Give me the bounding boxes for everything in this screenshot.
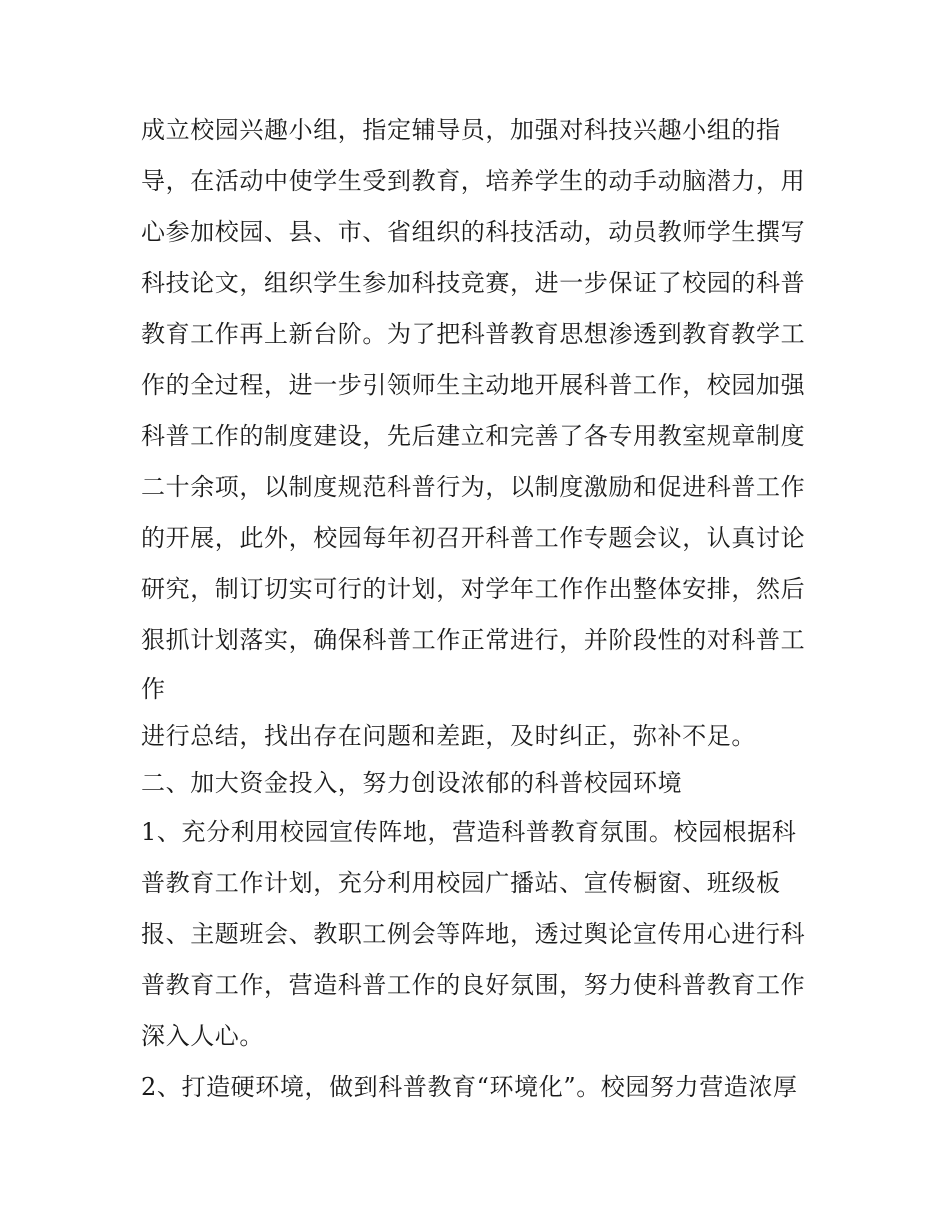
text-line: 成立校园兴趣小组，指定辅导员，加强对科技兴趣小组的指	[141, 116, 781, 144]
text-line: 二十余项，以制度规范科普行为，以制度激励和促进科普工作	[141, 473, 806, 501]
text-line: 深入人心。	[141, 1022, 264, 1050]
text-line: 1、充分利用校园宣传阵地，营造科普教育氛围。校园根据科	[141, 818, 797, 846]
text-line: 2、打造硬环境，做到科普教育“环境化”。校园努力营造浓厚	[141, 1073, 798, 1101]
text-line: 研究，制订切实可行的计划，对学年工作作出整体安排，然后	[141, 575, 806, 603]
text-line: 普教育工作，营造科普工作的良好氛围，努力使科普教育工作	[141, 971, 806, 999]
document-page	[141, 105, 821, 1113]
text-line: 教育工作再上新台阶。为了把科普教育思想渗透到教育教学工	[141, 320, 806, 348]
text-line: 作	[141, 675, 166, 703]
text-line: 报、主题班会、教职工例会等阵地，透过舆论宣传用心进行科	[141, 920, 806, 948]
section-heading: 二、加大资金投入，努力创设浓郁的科普校园环境	[141, 769, 683, 797]
text-line: 的开展，此外，校园每年初召开科普工作专题会议，认真讨论	[141, 524, 806, 552]
text-line: 狠抓计划落实，确保科普工作正常进行，并阶段性的对科普工	[141, 626, 806, 654]
text-line: 科技论文，组织学生参加科技竞赛，进一步保证了校园的科普	[141, 269, 806, 297]
text-line: 导，在活动中使学生受到教育，培养学生的动手动脑潜力，用	[141, 167, 806, 195]
text-line: 心参加校园、县、市、省组织的科技活动，动员教师学生撰写	[141, 218, 806, 246]
text-line: 作的全过程，进一步引领师生主动地开展科普工作，校园加强	[141, 371, 806, 399]
text-line: 进行总结，找出存在问题和差距，及时纠正，弥补不足。	[141, 722, 756, 750]
text-line: 普教育工作计划，充分利用校园广播站、宣传橱窗、班级板	[141, 869, 781, 897]
text-line: 科普工作的制度建设，先后建立和完善了各专用教室规章制度	[141, 422, 806, 450]
